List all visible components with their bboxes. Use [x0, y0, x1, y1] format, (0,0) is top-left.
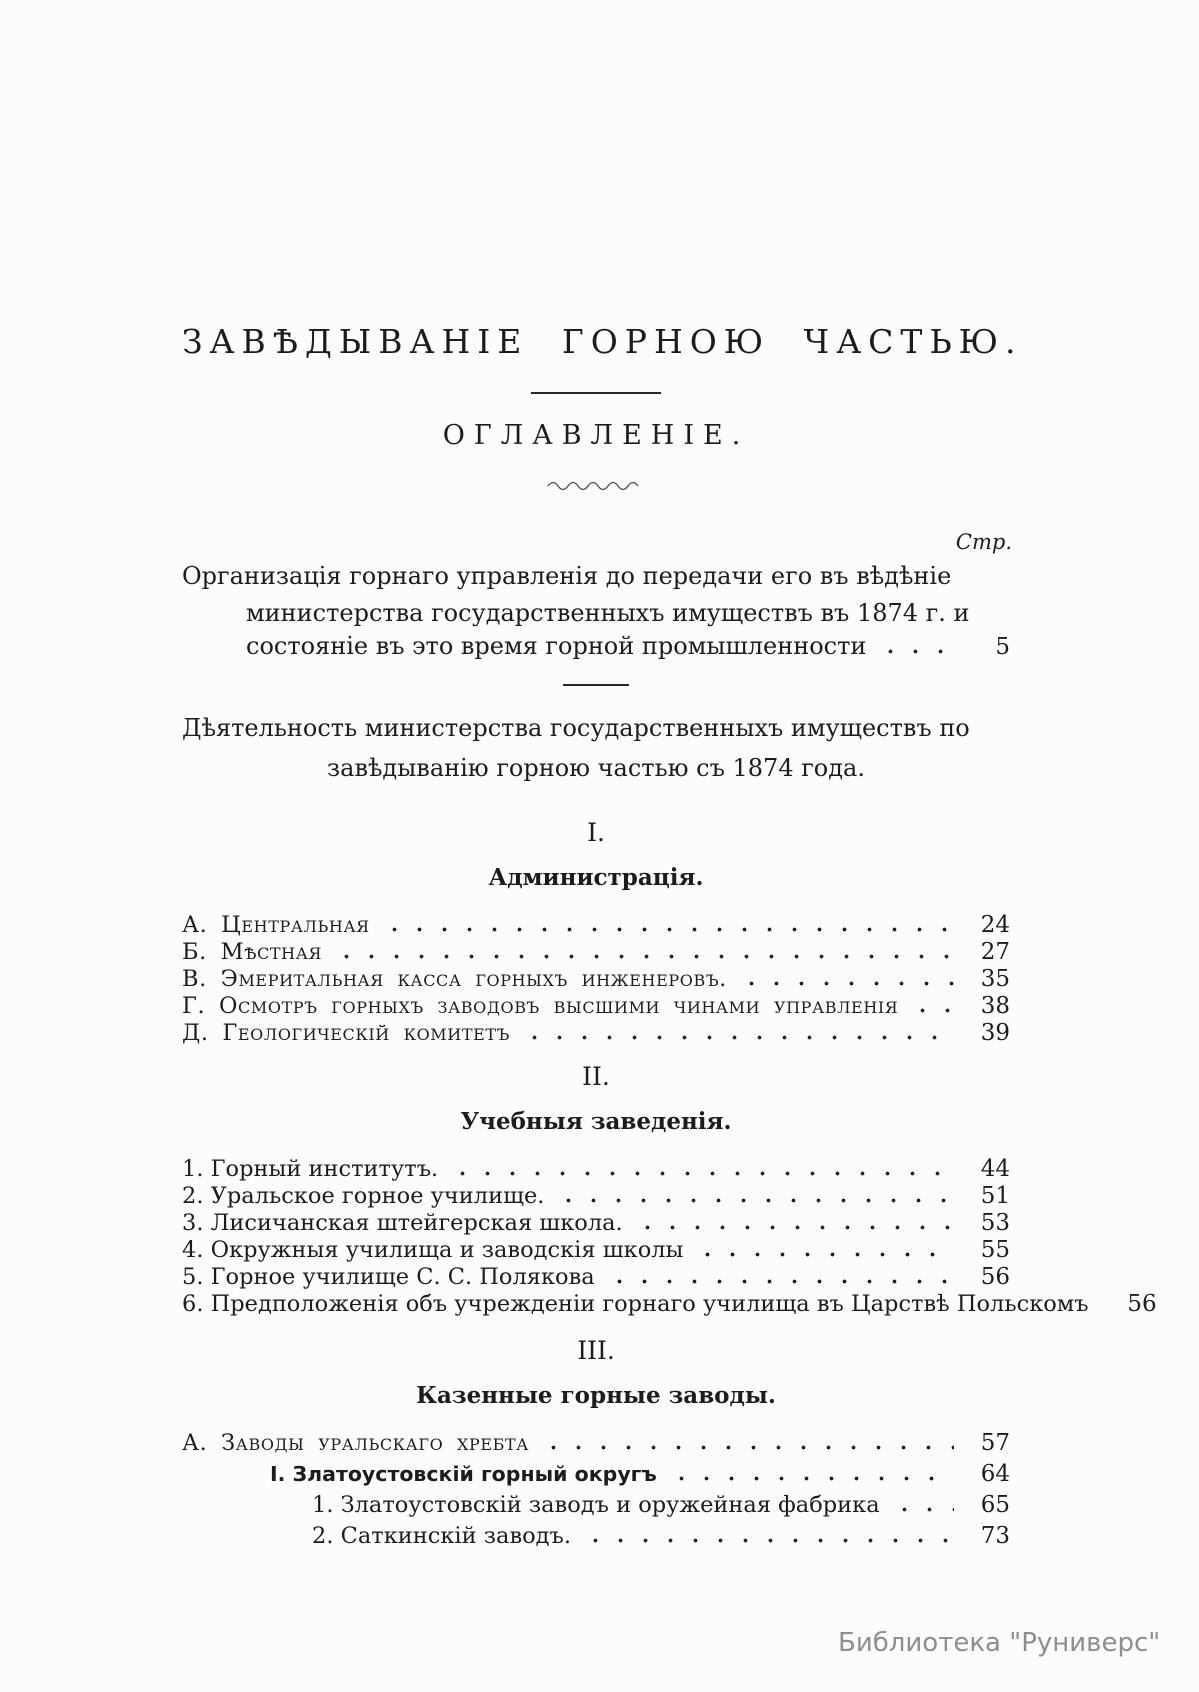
dot-leader [583, 1538, 954, 1543]
dot-leader [556, 1198, 954, 1203]
toc-row [182, 632, 1010, 669]
toc-item-label: В. Эмеритальная касса горныхъ инженеровъ. [182, 966, 727, 992]
toc-item-label: 6. Предположенія объ учрежденіи горнаго училища въ Царствѣ Польскомъ [182, 1291, 1089, 1317]
toc-item-label: А. Заводы уральскаго хребта [182, 1430, 530, 1456]
page-number: 57 [980, 1430, 1010, 1456]
dot-leader [669, 1476, 954, 1481]
toc-row [182, 1020, 1010, 1047]
dot-leader [739, 981, 954, 986]
toc-line: завѣдыванію горною частью съ 1874 года. [327, 754, 865, 782]
toc-item-label: I. Златоустовскій горный округъ [270, 1462, 657, 1486]
dot-leader [635, 1225, 954, 1230]
toc-line: Дѣятельность министерства государственныхъ имуществъ по [182, 714, 970, 742]
toc-row [182, 993, 1010, 1020]
page-number: 65 [980, 1492, 1010, 1518]
dot-leader [695, 1252, 954, 1257]
page-number: 39 [980, 1020, 1010, 1046]
section-schools [182, 1062, 1157, 1318]
toc-row [182, 1237, 1010, 1264]
toc-item-label: 1. Златоустовскій заводъ и оружейная фабрика [312, 1492, 880, 1518]
page-number: 55 [980, 1237, 1010, 1263]
section-title: Администрація. [488, 864, 704, 891]
toc-row [182, 966, 1010, 993]
dot-leader [892, 1507, 954, 1512]
toc-line: состояніе въ это время горной промышленности [246, 632, 867, 660]
page-number: 35 [980, 966, 1010, 992]
page-number: 56 [980, 1264, 1010, 1290]
toc-row [182, 1430, 1010, 1461]
dot-leader [382, 927, 954, 932]
toc-entry-activity [182, 708, 1010, 788]
divider-rule [563, 684, 629, 686]
dot-leader [910, 1008, 954, 1013]
toc-line: министерства государственныхъ имуществъ въ 1874 г. и [246, 599, 970, 627]
page-number: 56 [1127, 1291, 1157, 1317]
page-number: 38 [980, 993, 1010, 1019]
page-number: 44 [980, 1156, 1010, 1182]
toc-row [182, 1264, 1010, 1291]
page-number: 53 [980, 1210, 1010, 1236]
section-numeral: I. [587, 818, 605, 847]
dot-leader [878, 649, 954, 654]
toc-row [182, 1523, 1010, 1554]
page-number: 51 [980, 1183, 1010, 1209]
toc-item-label: А. Центральная [182, 912, 370, 938]
dot-leader [541, 1445, 954, 1450]
section-title: Казенные горные заводы. [416, 1382, 776, 1409]
library-watermark: Библиотека "Руниверс" [838, 1628, 1161, 1658]
section-numeral: II. [582, 1062, 610, 1091]
toc-row [182, 1461, 1010, 1492]
page-number: 27 [980, 939, 1010, 965]
toc-row [182, 939, 1010, 966]
toc-row [182, 1291, 1157, 1318]
squiggle-divider-icon [546, 479, 646, 491]
page-number: 73 [980, 1523, 1010, 1549]
divider-rule [531, 392, 661, 394]
toc-item-label: Б. Мѣстная [182, 939, 322, 965]
dot-leader [607, 1279, 954, 1284]
dot-leader [522, 1035, 954, 1040]
page-number: 64 [980, 1461, 1010, 1487]
toc-item-label: 2. Саткинскій заводъ. [312, 1523, 571, 1549]
toc-row [182, 1156, 1010, 1183]
dot-leader [450, 1171, 954, 1176]
toc-entry-organization [182, 558, 1010, 669]
section-administration [182, 818, 1010, 1047]
toc-item-label: Г. Осмотръ горныхъ заводовъ высшими чинами управленія [182, 993, 899, 1019]
toc-row [182, 912, 1010, 939]
dot-leader [334, 954, 954, 959]
toc-item-label: 1. Горный институтъ. [182, 1156, 439, 1182]
toc-line: Организація горнаго управленія до передачи его въ вѣдѣніе [182, 562, 952, 590]
toc-item-label: 3. Лисичанская штейгерская школа. [182, 1210, 623, 1236]
toc-heading: ОГЛАВЛЕНІЕ. [442, 420, 750, 451]
page-column-label: Стр. [955, 530, 1012, 554]
toc-row [182, 1183, 1010, 1210]
page-number: 24 [980, 912, 1010, 938]
squiggle-divider-wrap [182, 474, 1010, 493]
toc-item-label: 2. Уральское горное училище. [182, 1183, 545, 1209]
section-title: Учебныя заведенія. [460, 1108, 732, 1135]
toc-row [182, 1492, 1010, 1523]
toc-item-label: Д. Геологическій комитетъ [182, 1020, 510, 1046]
toc-item-label: 4. Окружныя училища и заводскія школы [182, 1237, 684, 1263]
section-numeral: III. [577, 1336, 615, 1365]
toc-row [182, 1210, 1010, 1237]
page-number: 5 [995, 634, 1010, 660]
book-title: ЗАВѢДЫВАНІЕ ГОРНОЮ ЧАСТЬЮ. [182, 322, 1023, 361]
section-state-plants [182, 1336, 1010, 1554]
toc-item-label: 5. Горное училище С. С. Полякова [182, 1264, 595, 1290]
